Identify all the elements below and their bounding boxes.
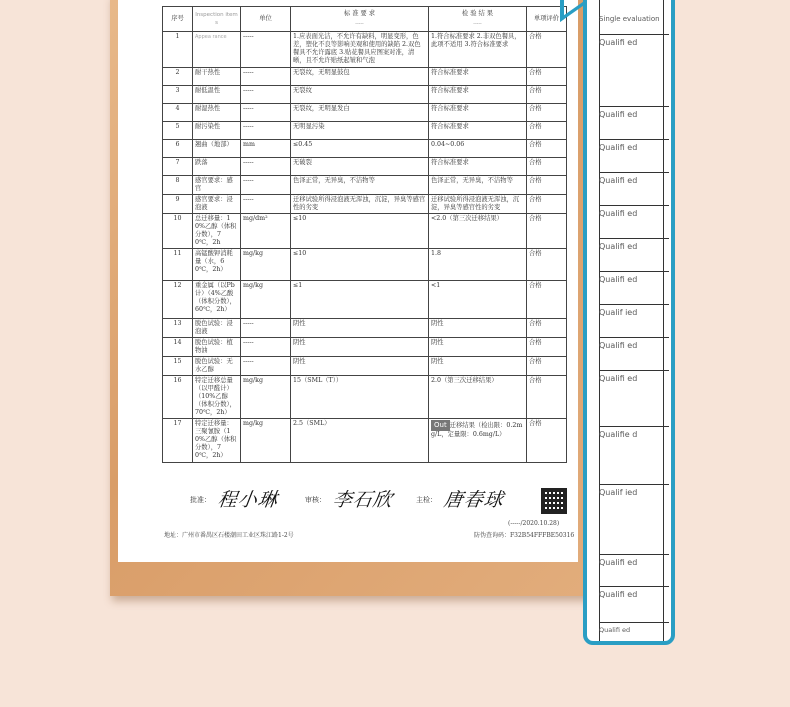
row-item — [193, 176, 241, 195]
row-no — [163, 281, 193, 319]
row-result-text: 0.04~0.06 — [431, 141, 465, 148]
row-no-text: 6 — [175, 141, 180, 148]
row-eval — [527, 319, 567, 338]
row-eval — [527, 376, 567, 419]
col-item — [193, 7, 241, 32]
row-item — [193, 68, 241, 86]
row-eval-text: 合格 — [529, 33, 542, 40]
row-no — [163, 376, 193, 419]
row-no — [163, 140, 193, 158]
row-requirement — [291, 104, 429, 122]
table-row — [163, 214, 567, 249]
row-result-text: 迁移试验所得浸泡液无浑浊，沉淀，异臭等感官性的劣变 — [431, 196, 520, 211]
zoom-callout — [583, 0, 675, 645]
review-signature: 李石欣 — [331, 489, 395, 511]
row-result — [429, 122, 527, 140]
row-eval-text: 合格 — [529, 177, 542, 184]
row-item — [193, 338, 241, 357]
row-result-text: <2.0（第三次迁移结果） — [431, 215, 503, 222]
row-unit-text: ----- — [243, 177, 254, 184]
row-requirement-text: 15（SML（T）） — [293, 377, 343, 384]
row-requirement-text: ≤10 — [293, 215, 307, 222]
row-result-text: 色泽正常，无异臭，不洁物等 — [431, 177, 513, 184]
row-item — [193, 104, 241, 122]
check-signature: 唐春球 — [442, 489, 506, 511]
row-no — [163, 195, 193, 214]
row-item — [193, 376, 241, 419]
row-unit-text: ----- — [243, 339, 254, 346]
row-requirement — [291, 122, 429, 140]
row-item-text: 耐低温性 — [195, 87, 221, 94]
row-item — [193, 319, 241, 338]
row-requirement — [291, 319, 429, 338]
callout-entry: Qualifi ed — [599, 139, 669, 152]
row-item-text: 重金属（以Pb计）（4%乙酸（体积分数），60℃，2h） — [195, 282, 236, 313]
row-unit-text: mg/kg — [243, 377, 263, 384]
row-result — [429, 68, 527, 86]
row-no-text: 13 — [173, 320, 182, 327]
row-requirement-text: ≤10 — [293, 250, 307, 257]
col-result-label: 检 验 结 果 — [461, 10, 494, 17]
row-unit-text: ----- — [243, 105, 254, 112]
row-no — [163, 338, 193, 357]
row-eval-text: 合格 — [529, 339, 542, 346]
row-eval — [527, 281, 567, 319]
row-item-text: 脱色试验：无水乙醇 — [195, 358, 233, 373]
row-unit-text: mg/kg — [243, 282, 263, 289]
col-item-label: Inspection items — [195, 12, 238, 26]
inspection-table — [162, 6, 567, 463]
row-item-text: 高锰酸钾消耗量（水，60℃，2h） — [195, 250, 233, 273]
row-unit — [241, 68, 291, 86]
row-requirement-text: 阴性 — [293, 320, 306, 327]
row-result — [429, 86, 527, 104]
row-eval-text: 合格 — [529, 215, 542, 222]
table-row — [163, 68, 567, 86]
row-eval-text: 合格 — [529, 358, 542, 365]
row-result — [429, 419, 527, 463]
callout-right-line — [663, 0, 664, 641]
callout-entry: Qualifi ed — [599, 337, 669, 350]
row-eval — [527, 68, 567, 86]
row-item — [193, 281, 241, 319]
row-eval — [527, 158, 567, 176]
row-unit-text: mm — [243, 141, 255, 148]
row-eval — [527, 357, 567, 376]
col-requirement-sub: ----- — [355, 21, 364, 27]
row-no — [163, 158, 193, 176]
qr-code-icon — [541, 488, 567, 514]
row-requirement-text: 1.应表面光洁，不允许有缺料，明显变形，色差，塑化不良等影响美观和使用的缺陷 2.双色餐具不允许露底 3.贴花餐具应图案对准，清晰，且不允许贴纸起皱和气泡 — [293, 33, 421, 64]
row-no — [163, 86, 193, 104]
row-unit — [241, 32, 291, 68]
row-no-text: 12 — [173, 282, 182, 289]
callout-entry: Qualifi ed — [599, 106, 669, 119]
row-eval-text: 合格 — [529, 105, 542, 112]
col-result — [429, 7, 527, 32]
row-item-text: 翘曲（地部） — [195, 141, 233, 148]
row-no-text: 2 — [175, 69, 180, 76]
row-eval-text: 合格 — [529, 377, 542, 384]
row-unit — [241, 86, 291, 104]
approve-label: 批准： — [190, 496, 211, 504]
row-unit-text: ----- — [243, 123, 254, 130]
row-result-text: <1 — [431, 282, 441, 289]
table-row — [163, 176, 567, 195]
row-requirement — [291, 376, 429, 419]
callout-entry: Qualifie d — [599, 426, 669, 439]
row-result-text: 2.0（第三次迁移结果） — [431, 377, 498, 384]
row-result-text: 1.8 — [431, 250, 442, 257]
callout-entry: Qualifi ed — [599, 271, 669, 284]
callout-header: Single evaluation — [599, 15, 660, 23]
table-row — [163, 376, 567, 419]
date-line: (-----/2020.10.28) — [508, 520, 560, 527]
row-unit — [241, 281, 291, 319]
callout-entry: Qualifi ed — [599, 370, 669, 383]
row-requirement-text: 迁移试验所得浸泡液无浑浊，沉淀，异臭等感官性的劣变 — [293, 196, 426, 211]
row-requirement-text: 无裂纹，无明显发白 — [293, 105, 350, 112]
row-requirement-text: 2.5（SML） — [293, 420, 331, 427]
row-no-text: 16 — [173, 377, 182, 384]
row-no — [163, 68, 193, 86]
table-row — [163, 319, 567, 338]
table-row — [163, 32, 567, 68]
row-eval-text: 合格 — [529, 159, 542, 166]
callout-entry: Qualifi ed — [599, 238, 669, 251]
row-eval-text: 合格 — [529, 141, 542, 148]
row-item-text: 总迁移量：10%乙醇（体积分数），70℃，2h — [195, 215, 237, 246]
row-requirement — [291, 140, 429, 158]
row-no — [163, 319, 193, 338]
table-row — [163, 122, 567, 140]
row-no — [163, 249, 193, 281]
row-no — [163, 122, 193, 140]
row-eval — [527, 176, 567, 195]
row-item — [193, 357, 241, 376]
row-unit — [241, 357, 291, 376]
row-unit — [241, 419, 291, 463]
row-unit-text: mg/kg — [243, 250, 263, 257]
row-no-text: 3 — [175, 87, 180, 94]
row-unit-text: ----- — [243, 196, 254, 203]
row-result — [429, 319, 527, 338]
row-requirement — [291, 214, 429, 249]
row-no-text: 7 — [175, 159, 180, 166]
row-requirement — [291, 281, 429, 319]
row-item-text: 耐干热性 — [195, 69, 221, 76]
callout-entry: Qualifi ed — [599, 205, 669, 218]
col-result-sub: ----- — [473, 21, 482, 27]
row-eval — [527, 104, 567, 122]
row-no-text: 11 — [173, 250, 182, 257]
row-item — [193, 195, 241, 214]
row-result-text: 阴性 — [431, 358, 444, 365]
row-item-text: 脱色试验：植物油 — [195, 339, 233, 354]
row-item — [193, 86, 241, 104]
row-unit — [241, 376, 291, 419]
row-no — [163, 104, 193, 122]
row-unit-text: ----- — [243, 159, 254, 166]
row-requirement — [291, 249, 429, 281]
row-no-text: 9 — [175, 196, 180, 203]
row-unit-text: ----- — [243, 320, 254, 327]
callout-entry: Qualif ied — [599, 304, 669, 317]
callout-entry: Qualif ied — [599, 484, 669, 497]
table-row — [163, 86, 567, 104]
row-no-text: 15 — [173, 358, 182, 365]
row-requirement-text: ≤0.45 — [293, 141, 313, 148]
row-requirement — [291, 86, 429, 104]
row-requirement — [291, 195, 429, 214]
row-eval-text: 合格 — [529, 87, 542, 94]
row-result-text: 阴性 — [431, 320, 444, 327]
row-item-text: 跌落 — [195, 159, 208, 166]
row-unit-text: mg/kg — [243, 420, 263, 427]
row-no-text: 14 — [173, 339, 182, 346]
row-unit-text: ----- — [243, 69, 254, 76]
row-eval — [527, 195, 567, 214]
row-result-text: 符合标准要求 — [431, 105, 469, 112]
row-eval — [527, 140, 567, 158]
row-item — [193, 419, 241, 463]
row-eval-text: 合格 — [529, 282, 542, 289]
row-item-text: 脱色试验：浸泡液 — [195, 320, 233, 335]
callout-entry: Qualifi ed — [599, 554, 669, 567]
row-eval-text: 合格 — [529, 320, 542, 327]
row-result — [429, 158, 527, 176]
signature-row — [190, 485, 570, 515]
row-no-text: 5 — [175, 123, 180, 130]
row-requirement — [291, 176, 429, 195]
row-result — [429, 104, 527, 122]
row-requirement — [291, 419, 429, 463]
callout-entry: Qualifi ed — [599, 586, 669, 599]
row-requirement-text: 无裂纹 — [293, 87, 312, 94]
col-requirement — [291, 7, 429, 32]
callout-left-line — [599, 0, 600, 641]
row-eval — [527, 214, 567, 249]
row-unit — [241, 195, 291, 214]
row-requirement-text: 阴性 — [293, 339, 306, 346]
row-item — [193, 158, 241, 176]
row-result-text: 迁移结果（检出限：0.2mg/L，定量限：0.6mg/L） — [431, 422, 523, 438]
row-result-text: 符合标准要求 — [431, 123, 469, 130]
row-result — [429, 338, 527, 357]
row-requirement-text: 无裂纹，无明显鼓包 — [293, 69, 350, 76]
table-row — [163, 338, 567, 357]
row-unit-text: ----- — [243, 33, 254, 40]
row-eval — [527, 122, 567, 140]
row-unit-text: mg/dm² — [243, 215, 268, 222]
callout-entry: Qualifi ed — [599, 34, 669, 47]
row-no — [163, 32, 193, 68]
row-requirement-text: 色泽正常，无异臭，不洁物等 — [293, 177, 375, 184]
row-unit — [241, 176, 291, 195]
row-eval — [527, 419, 567, 463]
row-item — [193, 122, 241, 140]
row-unit — [241, 214, 291, 249]
callout-entry: Qualifi ed — [599, 172, 669, 185]
row-result — [429, 140, 527, 158]
table-row — [163, 158, 567, 176]
row-item-text: 感官要求：感官 — [195, 177, 233, 192]
row-result-text: 阴性 — [431, 339, 444, 346]
row-requirement-text: ≤1 — [293, 282, 303, 289]
row-no — [163, 214, 193, 249]
row-item — [193, 32, 241, 68]
table-row — [163, 140, 567, 158]
row-eval-text: 合格 — [529, 196, 542, 203]
row-result — [429, 176, 527, 195]
row-no-text: 1 — [175, 33, 180, 40]
table-row — [163, 419, 567, 463]
table-row — [163, 281, 567, 319]
anti-fake-code: 防伪查询码：F32B54FFFBE50316 — [474, 532, 575, 539]
row-item — [193, 140, 241, 158]
row-unit-text: ----- — [243, 358, 254, 365]
row-unit — [241, 140, 291, 158]
row-no — [163, 176, 193, 195]
row-unit — [241, 104, 291, 122]
table-row — [163, 249, 567, 281]
row-result-text: 符合标准要求 — [431, 159, 469, 166]
row-item-text: 感官要求：浸泡液 — [195, 196, 233, 211]
row-result — [429, 357, 527, 376]
row-eval-text: 合格 — [529, 123, 542, 130]
row-no-text: 4 — [175, 105, 180, 112]
row-no-text: 10 — [173, 215, 182, 222]
row-result — [429, 32, 527, 68]
out-badge: Out — [431, 420, 450, 431]
row-requirement — [291, 158, 429, 176]
address-line: 地址：广州市番禺区石楼潮田工业区珠江路1-2号 — [164, 532, 294, 539]
table-row — [163, 104, 567, 122]
row-unit — [241, 338, 291, 357]
approve-signature: 程小琳 — [216, 489, 280, 511]
table-header-row — [163, 7, 567, 32]
row-item-text: 特定迁移量：三聚氰胺（10%乙醇（体积分数），70℃，2h） — [195, 420, 237, 459]
row-no-text: 8 — [175, 177, 180, 184]
row-requirement — [291, 68, 429, 86]
row-unit — [241, 122, 291, 140]
row-eval — [527, 338, 567, 357]
row-eval — [527, 249, 567, 281]
col-unit: 单位 — [241, 7, 291, 32]
row-unit — [241, 319, 291, 338]
row-no — [163, 357, 193, 376]
col-no: 序号 — [163, 7, 193, 32]
row-result — [429, 195, 527, 214]
row-unit-text: ----- — [243, 87, 254, 94]
row-result — [429, 214, 527, 249]
row-no — [163, 419, 193, 463]
row-requirement — [291, 338, 429, 357]
table-row — [163, 357, 567, 376]
row-item — [193, 249, 241, 281]
row-no-text: 17 — [173, 420, 182, 427]
row-requirement — [291, 32, 429, 68]
row-result-text: 符合标准要求 — [431, 87, 469, 94]
check-label: 主检： — [416, 496, 437, 504]
row-result — [429, 376, 527, 419]
row-item-text: 耐湿热性 — [195, 105, 221, 112]
row-requirement-text: 无破裂 — [293, 159, 312, 166]
col-eval: 单项评价 — [527, 7, 567, 32]
col-requirement-label: 标 准 要 求 — [343, 10, 376, 17]
row-item-text: 耐污染性 — [195, 123, 221, 130]
row-result-text: 符合标准要求 — [431, 69, 469, 76]
row-eval — [527, 32, 567, 68]
review-label: 审核： — [305, 496, 326, 504]
row-requirement-text: 无明显污染 — [293, 123, 325, 130]
callout-entry: Qualifi ed — [599, 622, 669, 635]
row-eval-text: 合格 — [529, 69, 542, 76]
row-eval-text: 合格 — [529, 420, 542, 427]
row-result — [429, 249, 527, 281]
table-row — [163, 195, 567, 214]
row-item-text: 特定迁移总量（以甲醛计）（10%乙醇（体积分数），70℃，2h） — [195, 377, 236, 416]
row-requirement-text: 阴性 — [293, 358, 306, 365]
row-result-text: 1.符合标准要求 2.非双色餐具，此项不适用 3.符合标准要求 — [431, 33, 521, 48]
row-eval — [527, 86, 567, 104]
row-eval-text: 合格 — [529, 250, 542, 257]
row-unit — [241, 249, 291, 281]
appearance-note: Appea rance — [195, 34, 227, 40]
row-result — [429, 281, 527, 319]
row-requirement — [291, 357, 429, 376]
row-unit — [241, 158, 291, 176]
row-item — [193, 214, 241, 249]
